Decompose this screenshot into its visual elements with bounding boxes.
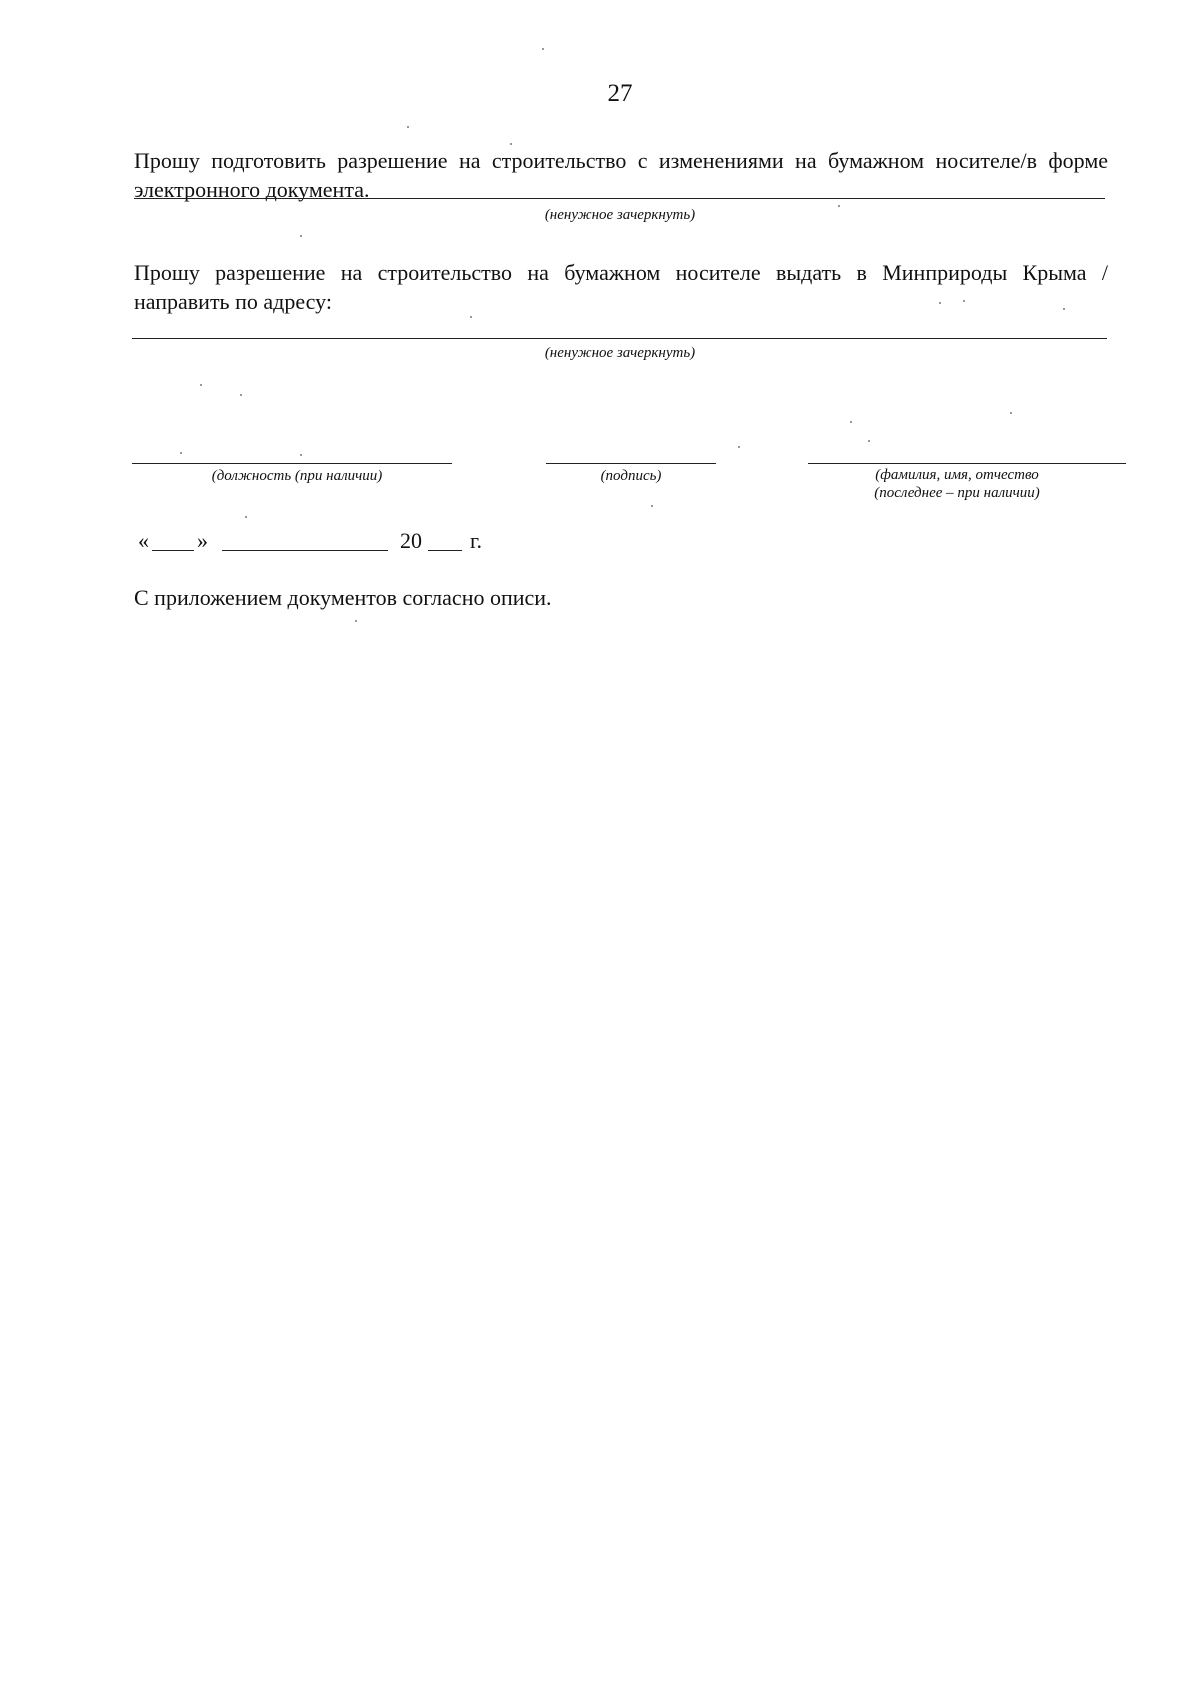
scan-speck: [651, 505, 653, 507]
paragraph-1-hint: (ненужное зачеркнуть): [544, 207, 696, 223]
scan-speck: [850, 421, 852, 423]
full-name-line[interactable]: [808, 463, 1126, 464]
paragraph-2-hint: (ненужное зачеркнуть): [544, 345, 696, 361]
scan-speck: [300, 454, 302, 456]
scan-speck: [407, 126, 409, 128]
date-close-quote: »: [197, 528, 208, 553]
attachment-note: С приложением документов согласно описи.: [134, 585, 552, 610]
position-hint: (должность (при наличии): [211, 468, 383, 484]
paragraph-2-line-2: направить по адресу:: [134, 289, 332, 314]
date-row: [134, 528, 634, 556]
scan-speck: [963, 300, 965, 302]
scan-speck: [300, 235, 302, 237]
paragraph-2-line-1: Прошу разрешение на строительство на бумажном носителе выдать в Минприроды Крыма /: [134, 260, 1108, 285]
scan-speck: [1010, 412, 1012, 414]
year-field[interactable]: [428, 528, 462, 551]
scan-speck: [240, 394, 242, 396]
paragraph-1-line-2: электронного документа.: [134, 177, 370, 202]
scan-speck: [355, 620, 357, 622]
scan-speck: [510, 143, 512, 145]
scan-speck: [738, 446, 740, 448]
signature-hint: (подпись): [600, 468, 662, 484]
scan-speck: [200, 384, 202, 386]
page-number: 27: [607, 80, 633, 107]
scan-speck: [245, 516, 247, 518]
date-open-quote: «: [138, 528, 149, 553]
paragraph-1-underline: [134, 198, 1105, 199]
scan-speck: [1063, 308, 1065, 310]
signature-line[interactable]: [546, 463, 716, 464]
scan-speck: [470, 316, 472, 318]
scan-speck: [542, 48, 544, 50]
scan-speck: [868, 440, 870, 442]
year-prefix: 20: [400, 528, 422, 553]
scan-speck: [838, 205, 840, 207]
address-line[interactable]: [132, 338, 1107, 339]
position-line[interactable]: [132, 463, 452, 464]
paragraph-1-line-1: Прошу подготовить разрешение на строительство с изменениями на бумажном носителе/в форме: [134, 148, 1108, 173]
day-field[interactable]: [152, 528, 194, 551]
full-name-hint-2: (последнее – при наличии): [874, 485, 1040, 501]
full-name-hint-1: (фамилия, имя, отчество: [875, 467, 1039, 483]
scan-speck: [939, 302, 941, 304]
month-field[interactable]: [222, 528, 388, 551]
scan-speck: [180, 452, 182, 454]
year-suffix: г.: [470, 528, 483, 553]
